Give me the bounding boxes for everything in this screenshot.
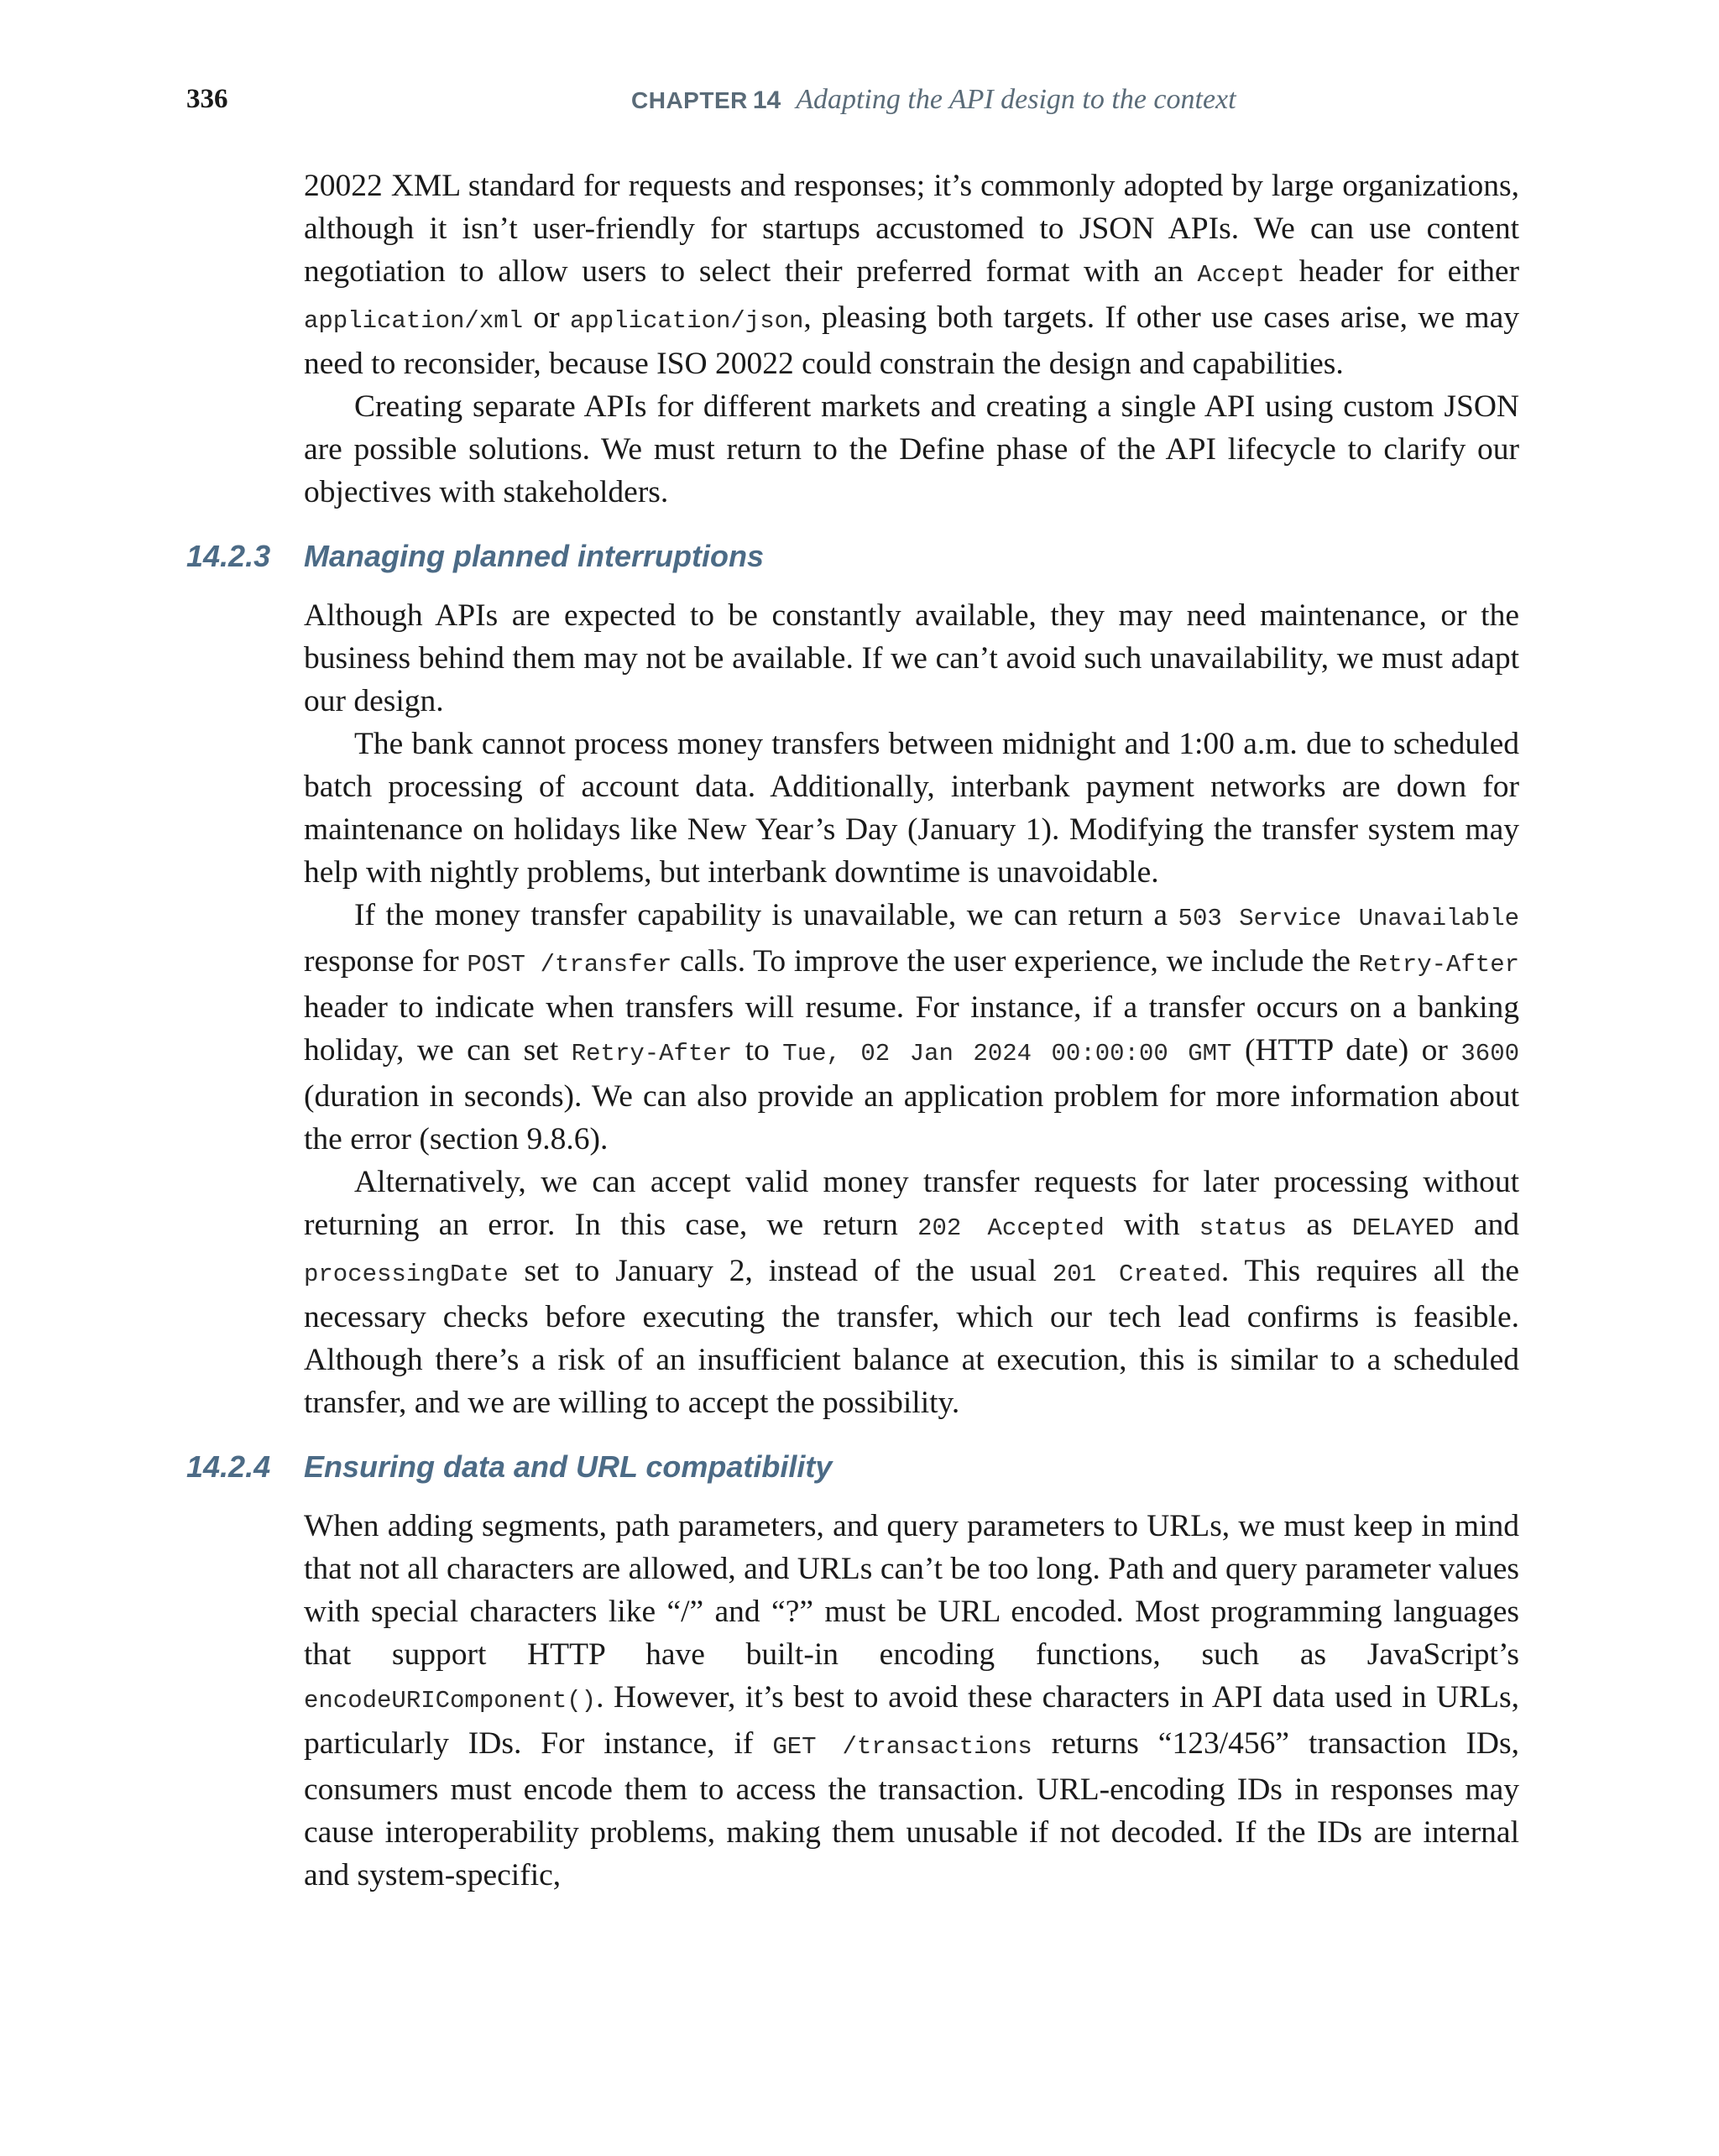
paragraph: When adding segments, path parameters, and query parameters to URLs, we must keep in mind that not all characters are allowed, and URLs can’t be too long. Path and query parameter values with special characters like “/” and “?” must be URL encoded. Most programming languages that support HTTP have built-in encoding functions, such as JavaScript’s encodeURIComponent(). However, it’s best to avoid these characters in API data used in URLs, particularly IDs. For instance, if GET /transactions returns “123/456” transaction IDs, consumers must encode them to access the transaction. URL-encoding IDs in responses may cause interoperability problems, making them unusable if not decoded. If the IDs are internal and system-specific, <box>304 1509 1519 1892</box>
chapter-number: 14 <box>752 86 781 114</box>
paragraph: The bank cannot process money transfers between midnight and 1:00 a.m. due to scheduled batch processing of account data. Additionally, interbank payment networks are down for maintenance on holidays like New Year’s Day (January 1). Modifying the transfer system may help with nightly problems, but interbank downtime is unavoidable. <box>304 727 1519 890</box>
inline-code: 503 Service Unavailable <box>1178 905 1519 932</box>
inline-code: Accept <box>1197 261 1285 289</box>
inline-code: status <box>1199 1214 1288 1242</box>
inline-code: encodeURIComponent() <box>304 1687 597 1715</box>
running-head <box>0 77 1719 128</box>
paragraph: Alternatively, we can accept valid money transfer requests for later processing without returning an error. In this case, we return 202 Accepted with status as DELAYED and processingDate set to January 2, instead of the usual 201 Created. This requires all the necessary checks before executing the transfer, which our tech lead confirms is feasible. Although there’s a risk of an insufficient balance at execution, this is similar to a scheduled transfer, and we are willing to accept the possibility. <box>304 1165 1520 1420</box>
section-number: 14.2.4 <box>186 1449 271 1484</box>
inline-code: Tue, 02 Jan 2024 00:00:00 GMT <box>782 1040 1232 1068</box>
paragraph: If the money transfer capability is unavailable, we can return a 503 Service Unavailable response for POST /transfer calls. To improve the user experience, we include the Retry-After header to indicate when transfers will resume. For instance, if a transfer occurs on a banking holiday, we can set Retry-After to Tue, 02 Jan 2024 00:00:00 GMT (HTTP date) or 3600 (duration in seconds). We can also provide an application problem for more information about the error (section 9.8.6). <box>304 898 1520 1156</box>
chapter-heading <box>631 84 1236 116</box>
section-title: Ensuring data and URL compatibility <box>304 1449 833 1484</box>
section-title: Managing planned interruptions <box>304 539 764 573</box>
inline-code: Retry-After <box>571 1040 733 1068</box>
paragraph: Although APIs are expected to be constantly available, they may need maintenance, or the business behind them may not be available. If we can’t avoid such unavailability, we must adapt our design. <box>304 598 1519 718</box>
inline-code: 202 Accepted <box>917 1214 1105 1242</box>
inline-code: DELAYED <box>1351 1214 1455 1242</box>
inline-code: application/json <box>569 307 804 335</box>
inline-code: POST /transfer <box>467 951 672 979</box>
inline-code: processingDate <box>304 1261 509 1288</box>
inline-code: 3600 <box>1460 1040 1520 1068</box>
chapter-title: Adapting the API design to the context <box>796 84 1236 115</box>
section-heading-14-2-4 <box>186 1449 1519 1493</box>
inline-code: 201 Created <box>1052 1261 1221 1288</box>
section-number: 14.2.3 <box>186 539 271 573</box>
paragraph: 20022 XML standard for requests and responses; it’s commonly adopted by large organizations, although it isn’t user-friendly for startups accustomed to JSON APIs. We can use content negotiation to allow users to select their preferred format with an Accept header for either application/xml or application/json, pleasing both targets. If other use cases arise, we may need to reconsider, because ISO 20022 could constrain the design and capabilities. <box>304 169 1519 381</box>
paragraph: Creating separate APIs for different markets and creating a single API using custom JSON are possible solutions. We must return to the Define phase of the API lifecycle to clarify our objectives with stakeholders. <box>304 389 1519 509</box>
inline-code: application/xml <box>304 307 524 335</box>
page-number: 336 <box>186 84 228 114</box>
inline-code: GET /transactions <box>772 1733 1032 1761</box>
body-text <box>186 164 1520 1897</box>
inline-code: Retry-After <box>1358 951 1520 979</box>
section-heading-14-2-3 <box>186 539 1519 582</box>
chapter-label: CHAPTER <box>631 87 748 113</box>
